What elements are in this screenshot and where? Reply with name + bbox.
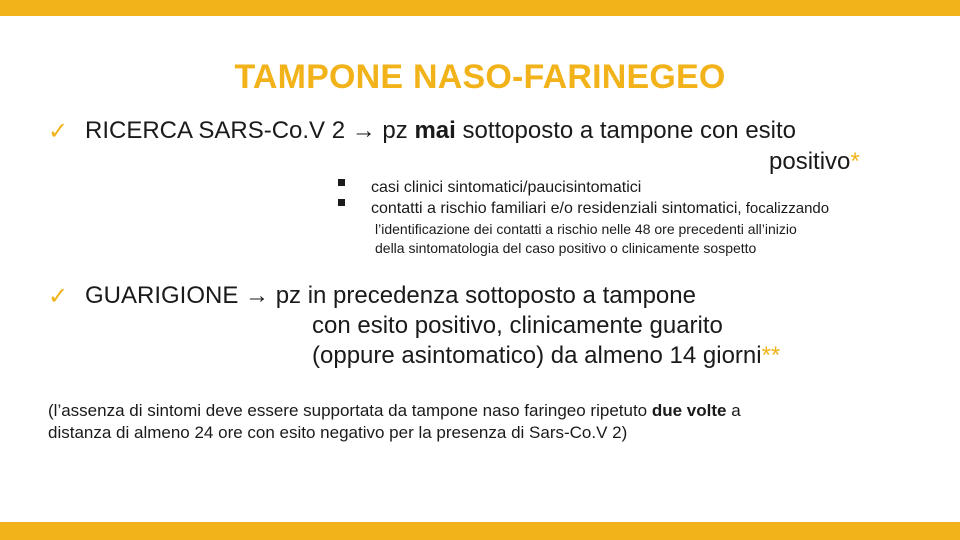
ricerca-text-pre: RICERCA SARS-Co.V 2 → pz [85, 117, 415, 144]
note-line-1 [48, 401, 741, 421]
ricerca-text-bold: mai [414, 117, 456, 144]
note-line-2: distanza di almeno 24 ore con esito negativo per la presenza di Sars-Co.V 2) [48, 423, 628, 442]
check-icon: ✓ [48, 118, 69, 145]
check-icon: ✓ [48, 283, 69, 310]
square-bullet-icon [338, 179, 345, 186]
detail-line-2: della sintomatologia del caso positivo o clinicamente sospetto [375, 240, 757, 256]
note-text-pre: (l’assenza di sintomi deve essere supportata da tampone naso faringeo ripetuto [48, 401, 652, 420]
ricerca-text-post: sottoposto a tampone con esito [455, 117, 797, 144]
note-text-bold: due volte [651, 401, 727, 420]
ricerca-line-2 [769, 148, 860, 176]
detail-line-1: l’identificazione dei contatti a rischio nelle 48 ore precedenti all’inizio [375, 221, 797, 237]
guarigione-line-2: con esito positivo, clinicamente guarito [312, 312, 723, 339]
ricerca-line-1 [85, 117, 796, 145]
footnote-star: * [850, 148, 860, 175]
guarigione-line-1: GUARIGIONE → pz in precedenza sottoposto a tampone [85, 282, 696, 309]
note-text-post: a [726, 401, 741, 420]
guarigione-line-3-text: (oppure asintomatico) da almeno 14 giorni [312, 342, 762, 369]
slide-title: TAMPONE NASO-FARINEGEO [234, 58, 726, 96]
sub-item-1: casi clinici sintomatici/paucisintomatici [371, 179, 642, 196]
footnote-double-star: ** [761, 342, 781, 369]
sub-item-2 [371, 200, 829, 218]
top-accent-bar [0, 0, 960, 16]
ricerca-positivo: positivo [769, 148, 851, 175]
square-bullet-icon [338, 199, 345, 206]
sub-item-2-suffix: , focalizzando [737, 200, 830, 217]
guarigione-line-3 [312, 342, 780, 370]
bottom-accent-bar [0, 522, 960, 540]
sub-item-2-text: contatti a rischio familiari e/o residenziali sintomatici [371, 200, 738, 217]
